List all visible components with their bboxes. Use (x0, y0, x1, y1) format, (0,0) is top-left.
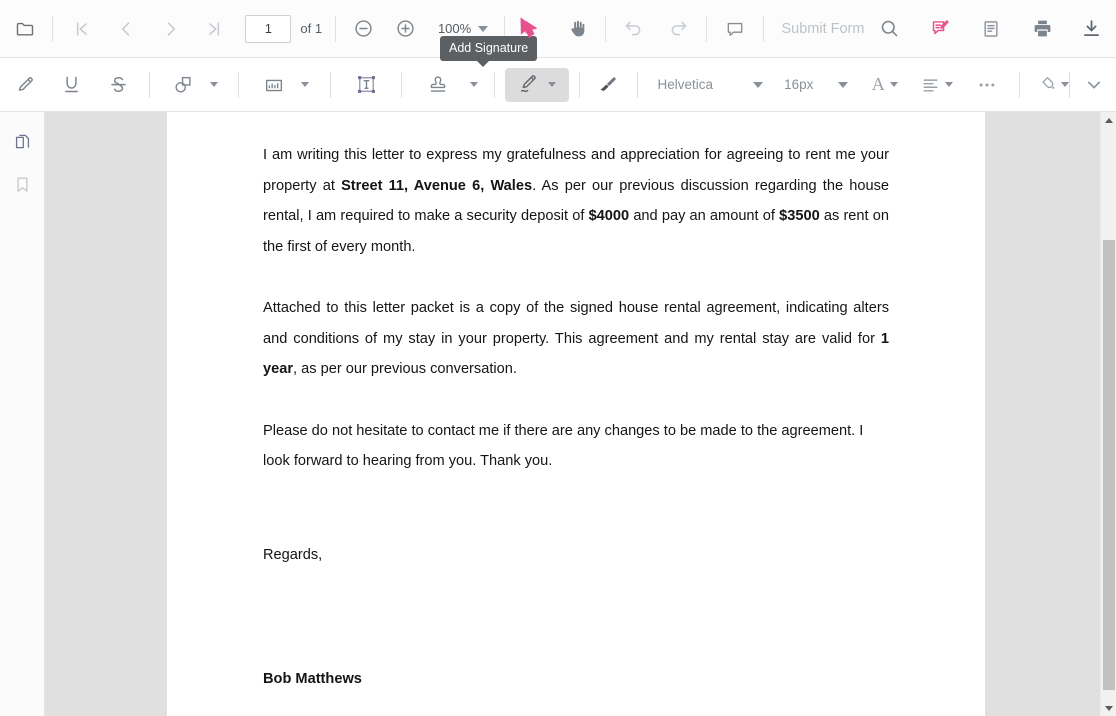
pan-hand-icon[interactable] (560, 12, 594, 46)
last-page-icon[interactable] (198, 12, 232, 46)
redo-icon[interactable] (661, 12, 695, 46)
paragraph-1 (263, 140, 889, 262)
previous-page-icon[interactable] (109, 12, 143, 46)
scroll-up-button[interactable] (1101, 112, 1116, 128)
toolbar-divider (504, 16, 505, 42)
insert-image-dropdown[interactable] (297, 68, 313, 102)
p1-part3: and pay an amount of (629, 208, 780, 224)
closing-line (263, 540, 889, 571)
p1-part4: as rent on the first of every month. (263, 208, 889, 255)
p1-part1: I am writing this letter to express my gratefulness and appreciation for agreeing to rent me your property at (263, 147, 889, 194)
pdf-page (167, 112, 985, 716)
chevron-down-icon (753, 82, 763, 88)
p1-bold-deposit: $4000 (588, 208, 630, 224)
search-icon[interactable] (872, 12, 906, 46)
add-signature-button[interactable] (505, 68, 569, 102)
scroll-thumb[interactable] (1103, 240, 1115, 690)
chevron-down-icon (210, 82, 218, 87)
first-page-icon[interactable] (64, 12, 98, 46)
toolbar-divider (401, 72, 402, 98)
highlight-icon[interactable] (8, 68, 42, 102)
font-size-dropdown[interactable] (778, 69, 848, 101)
text-box-icon[interactable] (350, 68, 384, 102)
signature-name (263, 664, 889, 695)
toolbar-divider (149, 72, 150, 98)
toolbar-divider (579, 72, 580, 98)
chevron-down-icon (478, 26, 488, 32)
p1-bold-address: Street 11, Avenue 6, Wales (341, 177, 533, 194)
comment-icon[interactable] (718, 12, 752, 46)
print-icon[interactable] (1025, 12, 1059, 46)
strikethrough-icon[interactable] (102, 68, 136, 102)
align-dropdown[interactable] (916, 69, 953, 101)
toolbar-divider (330, 72, 331, 98)
p2-bold-term: 1 year (263, 330, 889, 377)
toolbar-divider (706, 16, 707, 42)
fill-color-dropdown[interactable] (1034, 69, 1069, 101)
paragraph-2 (263, 293, 889, 385)
document-viewer (45, 112, 1100, 716)
bookmarks-icon[interactable] (6, 168, 38, 200)
font-size-label: 16px (784, 77, 814, 92)
zoom-in-icon[interactable] (389, 12, 423, 46)
page-count-label: of 1 (300, 21, 323, 36)
toolbar-divider (494, 72, 495, 98)
signature-name-text: Bob Matthews (263, 671, 362, 687)
triangle-down-icon (1105, 706, 1113, 711)
toolbar-divider (637, 72, 638, 98)
document-content (263, 140, 889, 716)
annotation-toolbar (0, 58, 1116, 112)
page-thumbnails-icon[interactable] (6, 126, 38, 158)
text-color-dropdown[interactable] (867, 69, 898, 101)
submit-form-button[interactable]: Submit Form (781, 20, 865, 37)
toolbar-divider (1069, 72, 1070, 98)
open-file-icon[interactable] (8, 12, 42, 46)
text-color-icon: A (871, 74, 885, 94)
chevron-down-icon (838, 82, 848, 88)
closing-text: Regards, (263, 546, 323, 563)
zoom-level-label: 100% (437, 21, 472, 36)
scroll-down-button[interactable] (1101, 700, 1116, 716)
stamp-dropdown[interactable] (466, 68, 482, 102)
toolbar-divider (1019, 72, 1020, 98)
chevron-down-icon (548, 82, 556, 87)
chevron-down-icon (1061, 82, 1069, 87)
font-family-dropdown[interactable] (651, 69, 763, 101)
zoom-out-icon[interactable] (346, 12, 380, 46)
toolbar-divider (238, 72, 239, 98)
p2-part1: Attached to this letter packet is a copy of the signed house rental agreement, indicating alters and conditions of my stay in your property. This agreement and my rental stay are valid for (263, 300, 889, 347)
undo-icon[interactable] (617, 12, 651, 46)
p2-part2: , as per our previous conversation. (293, 361, 517, 377)
p3-text: Please do not hesitate to contact me if there are any changes to be made to the agreement. I look forward to hearing from you. Thank you. (263, 422, 864, 469)
page-number-input[interactable] (245, 15, 291, 43)
toolbar-divider (335, 16, 336, 42)
align-icon (916, 75, 945, 94)
zoom-level-dropdown[interactable] (431, 17, 495, 40)
p1-bold-rent: $3500 (779, 208, 820, 224)
vertical-scrollbar[interactable] (1100, 112, 1116, 716)
toolbar-divider (52, 16, 53, 42)
download-icon[interactable] (1074, 12, 1108, 46)
p1-part2: . As per our previous discussion regarding the house rental, I am required to make a security deposit of (263, 177, 889, 224)
next-page-icon[interactable] (154, 12, 188, 46)
collapse-toolbar-icon[interactable] (1077, 68, 1111, 102)
top-toolbar (0, 0, 1116, 58)
triangle-up-icon (1105, 118, 1113, 123)
chevron-down-icon (301, 82, 309, 87)
add-signature-tooltip: Add Signature (440, 36, 537, 61)
more-options-icon[interactable] (970, 68, 1004, 102)
toolbar-divider (763, 16, 764, 42)
brush-icon[interactable] (591, 68, 625, 102)
fill-color-icon (1034, 75, 1061, 94)
chevron-down-icon (890, 82, 898, 87)
insert-image-icon[interactable] (257, 68, 291, 102)
shapes-dropdown[interactable] (206, 68, 222, 102)
chevron-down-icon (470, 82, 478, 87)
underline-icon[interactable] (55, 68, 89, 102)
left-sidebar (0, 112, 45, 716)
font-family-label: Helvetica (657, 77, 713, 92)
edit-sign-icon[interactable] (923, 12, 957, 46)
notes-panel-icon[interactable] (974, 12, 1008, 46)
chevron-down-icon (945, 82, 953, 87)
paragraph-3 (263, 416, 889, 477)
stamp-icon[interactable] (421, 68, 455, 102)
toolbar-divider (605, 16, 606, 42)
select-cursor-icon[interactable] (514, 12, 548, 46)
shapes-icon[interactable] (166, 68, 200, 102)
